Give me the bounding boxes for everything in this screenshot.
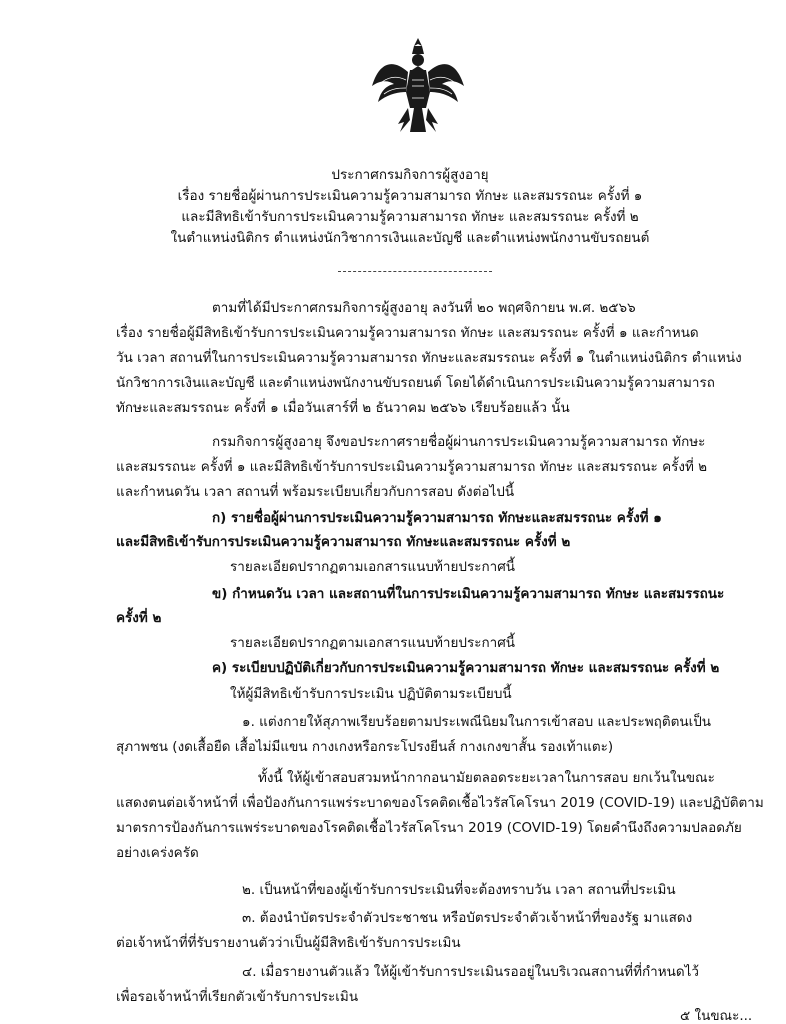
section-b-title: ครั้งที่ ๒ [116, 610, 162, 626]
para1-line: นักวิชาการเงินและบัญชี และตำแหน่งพนักงานขับรถยนต์ โดยได้ดำเนินการประเมินความรู้ความสามารถ [116, 375, 715, 391]
para2-line: และกำหนดวัน เวลา สถานที่ พร้อมระเบียบเกี่ยวกับการสอบ ดังต่อไปนี้ [116, 484, 515, 500]
para1-line: วัน เวลา สถานที่ในการประเมินความรู้ความสามารถ ทักษะและสมรรถนะ ครั้งที่ ๑ ในตำแหน่งนิติกร ตำแหน่ง [116, 350, 742, 366]
para1-line: เรื่อง รายชื่อผู้มีสิทธิเข้ารับการประเมินความรู้ความสามารถ ทักษะ และสมรรถนะ ครั้งที่ ๑ และกำหนด [116, 325, 699, 341]
item-2-line: ๒. เป็นหน้าที่ของผู้เข้ารับการประเมินที่จะต้องทราบวัน เวลา สถานที่ประเมิน [242, 882, 676, 898]
para2-line: และสมรรถนะ ครั้งที่ ๑ และมีสิทธิเข้ารับการประเมินความรู้ความสามารถ ทักษะ และสมรรถนะ ครั้งที่ ๒ [116, 459, 708, 475]
announcement-agency: ประกาศกรมกิจการผู้สูงอายุ [331, 167, 489, 183]
garuda-emblem-icon [370, 36, 466, 136]
section-c-title: ค) ระเบียบปฏิบัติเกี่ยวกับการประเมินความรู้ความสามารถ ทักษะ และสมรรถนะ ครั้งที่ ๒ [212, 660, 720, 676]
item-3-line: ต่อเจ้าหน้าที่ที่รับรายงานตัวว่าเป็นผู้มีสิทธิเข้ารับการประเมิน [116, 935, 461, 951]
item-4-line: เพื่อรอเจ้าหน้าที่เรียกตัวเข้ารับการประเมิน [116, 989, 359, 1005]
covid-note-line: อย่างเคร่งครัด [116, 845, 199, 861]
item-4-line: ๔. เมื่อรายงานตัวแล้ว ให้ผู้เข้ารับการประเมินรออยู่ในบริเวณสถานที่ที่กำหนดไว้ [242, 964, 699, 980]
subject-line-3: ในตำแหน่งนิติกร ตำแหน่งนักวิชาการเงินและบัญชี และตำแหน่งพนักงานขับรถยนต์ [170, 230, 650, 246]
para1-line: ตามที่ได้มีประกาศกรมกิจการผู้สูงอายุ ลงวันที่ ๒๐ พฤศจิกายน พ.ศ. ๒๕๖๖ [212, 300, 636, 316]
subject-line-2: และมีสิทธิเข้ารับการประเมินความรู้ความสามารถ ทักษะ และสมรรถนะ ครั้งที่ ๒ [181, 209, 639, 225]
covid-note-line: มาตรการป้องกันการแพร่ระบาดของโรคติดเชื้อไวรัสโคโรนา 2019 (COVID-19) โดยคำนึงถึงความปลอดภัย [116, 820, 742, 836]
section-c-intro: ให้ผู้มีสิทธิเข้ารับการประเมิน ปฏิบัติตามระเบียบนี้ [230, 686, 512, 702]
section-b-detail: รายละเอียดปรากฏตามเอกสารแนบท้ายประกาศนี้ [230, 635, 516, 651]
item-1-line: สุภาพชน (งดเสื้อยืด เสื้อไม่มีแขน กางเกงหรือกระโปรงยีนส์ กางเกงขาสั้น รองเท้าแตะ) [116, 739, 614, 755]
section-b-title: ข) กำหนดวัน เวลา และสถานที่ในการประเมินความรู้ความสามารถ ทักษะ และสมรรถนะ [212, 586, 725, 602]
covid-note-line: แสดงตนต่อเจ้าหน้าที่ เพื่อป้องกันการแพร่ระบาดของโรคติดเชื้อไวรัสโคโรนา 2019 (COVID-19) และปฏิบัติตาม [116, 795, 764, 811]
page-continuation: ๕ ในขณะ... [680, 1008, 753, 1024]
section-a-title: และมีสิทธิเข้ารับการประเมินความรู้ความสามารถ ทักษะและสมรรถนะ ครั้งที่ ๒ [116, 534, 571, 550]
covid-note-line: ทั้งนี้ ให้ผู้เข้าสอบสวมหน้ากากอนามัยตลอดระยะเวลาในการสอบ ยกเว้นในขณะ [258, 770, 715, 786]
section-a-title: ก) รายชื่อผู้ผ่านการประเมินความรู้ความสามารถ ทักษะและสมรรถนะ ครั้งที่ ๑ [212, 510, 662, 526]
subject-line-1: เรื่อง รายชื่อผู้ผ่านการประเมินความรู้ความสามารถ ทักษะ และสมรรถนะ ครั้งที่ ๑ [177, 188, 643, 204]
heading-divider [338, 271, 492, 272]
item-1-line: ๑. แต่งกายให้สุภาพเรียบร้อยตามประเพณีนิยมในการเข้าสอบ และประพฤติตนเป็น [242, 714, 711, 730]
item-3-line: ๓. ต้องนำบัตรประจำตัวประชาชน หรือบัตรประจำตัวเจ้าหน้าที่ของรัฐ มาแสดง [242, 910, 693, 926]
section-a-detail: รายละเอียดปรากฏตามเอกสารแนบท้ายประกาศนี้ [230, 559, 516, 575]
para2-line: กรมกิจการผู้สูงอายุ จึงขอประกาศรายชื่อผู้ผ่านการประเมินความรู้ความสามารถ ทักษะ [212, 434, 706, 450]
para1-line: ทักษะและสมรรถนะ ครั้งที่ ๑ เมื่อวันเสาร์ที่ ๒ ธันวาคม ๒๕๖๖ เรียบร้อยแล้ว นั้น [116, 400, 570, 416]
